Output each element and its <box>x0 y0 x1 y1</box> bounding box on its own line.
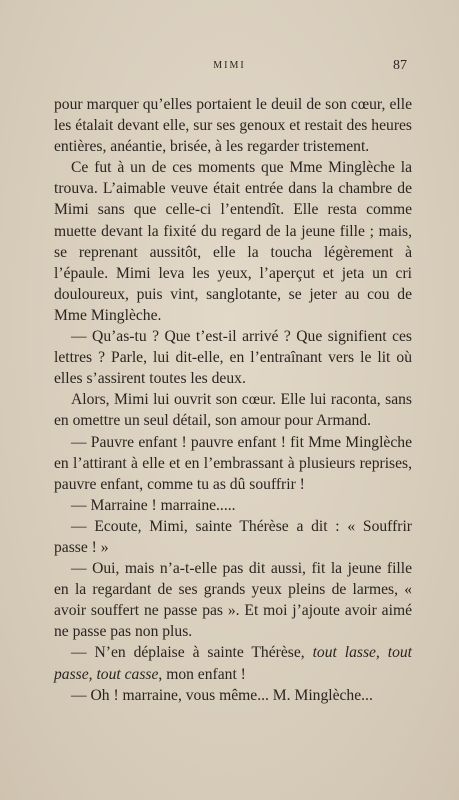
running-head <box>0 58 459 78</box>
paragraph <box>54 642 412 684</box>
paragraph: — Pauvre enfant ! pauvre enfant ! fit Mme Minglèche en l’attirant à elle et en l’embrassant à plusieurs reprises, pauvre enfant, comme tu as dû souffrir ! <box>54 433 412 493</box>
italic-quote: tout lasse, tout passe, tout casse <box>54 644 412 683</box>
paragraph: — Oui, mais n’a-t-elle pas dit aussi, fit la jeune fille en la regardant de ses grands yeux pleins de larmes, « avoir souffert ne passe pas ». Et moi j’ajoute avoir aimé ne passe pas non plus. <box>54 560 412 641</box>
running-title: MIMI <box>213 60 246 71</box>
paragraph: Alors, Mimi lui ouvrit son cœur. Elle lui raconta, sans en omettre un seul détail, son amour pour Armand. <box>54 391 412 430</box>
paragraph: pour marquer qu’elles portaient le deuil de son cœur, elle les étalait devant elle, sur ses genoux et restait des heures entières, anéantie, brisée, à les regarder tristement. <box>54 96 412 156</box>
paragraph: — Marraine ! marraine..... <box>71 496 236 514</box>
text-run: — N’en déplaise à sainte Thérèse, <box>71 644 313 662</box>
body-text <box>54 94 412 706</box>
paragraph: — Qu’as-tu ? Que t’est-il arrivé ? Que signifient ces lettres ? Parle, lui dit-elle, en l’entraînant vers le lit où elles s’assirent toutes les deux. <box>54 328 412 388</box>
paragraph: Ce fut à un de ces moments que Mme Minglèche la trouva. L’aimable veuve était entrée dans la chambre de Mimi sans que celle-ci l’entendît. Elle resta comme muette devant la fixité du regard de la jeune fille ; mais, se reprenant aussitôt, elle la toucha légèrement à l’épaule. Mimi leva les yeux, l’aperçut et jeta un cri douloureux, puis vint, sanglotante, se jeter au cou de Mme Minglèche. <box>54 159 412 324</box>
paragraph: — Ecoute, Mimi, sainte Thérèse a dit : « Souffrir passe ! » <box>54 517 412 556</box>
paragraph: — Oh ! marraine, vous même... M. Minglèche... <box>71 686 373 704</box>
page-number: 87 <box>393 58 407 73</box>
text-run: , mon enfant ! <box>158 665 246 683</box>
